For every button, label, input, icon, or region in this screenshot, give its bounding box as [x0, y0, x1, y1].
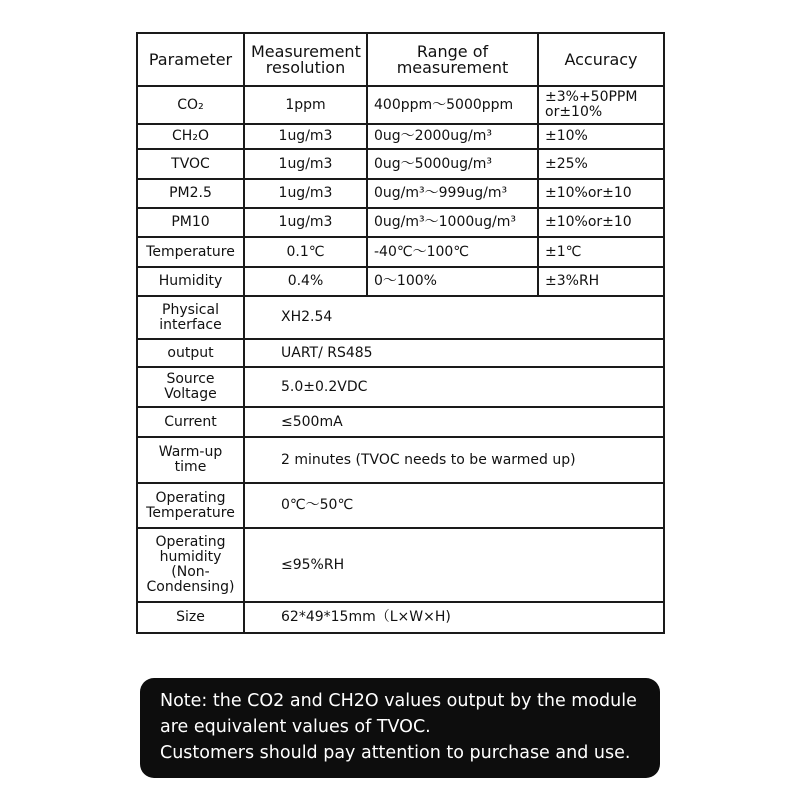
table-row: [137, 367, 664, 407]
parameter-cell-text: Current: [164, 413, 217, 430]
resolution-cell-text: 0.1℃: [286, 243, 325, 260]
accuracy-cell: [538, 179, 664, 208]
resolution-cell: [244, 124, 367, 149]
parameter-cell: [137, 86, 244, 124]
header-accuracy-text: Accuracy: [564, 49, 638, 69]
range-cell-text: 0ug/m³～999ug/m³: [374, 185, 508, 201]
parameter-cell-text: output: [167, 344, 214, 361]
value-cell: [244, 367, 664, 407]
table-row: [137, 267, 664, 296]
range-cell: [367, 86, 538, 124]
table-row: [137, 237, 664, 267]
header-resolution-text: Measurement resolution: [251, 41, 361, 77]
table-row: [137, 602, 664, 633]
table-row: [137, 528, 664, 602]
table-header-row: [137, 33, 664, 86]
value-cell-text: XH2.54: [281, 309, 333, 325]
spec-table: [136, 32, 665, 634]
resolution-cell: [244, 237, 367, 267]
parameter-cell: [137, 367, 244, 407]
note-box: [140, 678, 660, 778]
table-row: [137, 437, 664, 483]
value-cell-text: ≤95%RH: [281, 556, 345, 573]
accuracy-cell: [538, 149, 664, 179]
range-cell-text: 0ug/m³～1000ug/m³: [374, 214, 516, 230]
note-line: Note: the CO2 and CH2O values output by the module: [160, 691, 637, 711]
parameter-cell: [137, 179, 244, 208]
range-cell: [367, 267, 538, 296]
value-cell-text: 5.0±0.2VDC: [281, 378, 368, 395]
parameter-cell: [137, 407, 244, 437]
accuracy-cell-text: ±1℃: [545, 243, 582, 260]
accuracy-cell: [538, 267, 664, 296]
table-row: [137, 296, 664, 339]
header-accuracy: [538, 33, 664, 86]
header-resolution: [244, 33, 367, 86]
table-row: [137, 339, 664, 367]
parameter-cell: [137, 483, 244, 528]
value-cell: [244, 602, 664, 633]
accuracy-cell-text: ±10%or±10: [545, 185, 632, 201]
parameter-cell: [137, 124, 244, 149]
parameter-cell: [137, 208, 244, 237]
header-range-text: Range of measurement: [396, 41, 509, 77]
resolution-cell-text: 1ug/m3: [278, 128, 333, 144]
value-cell-text: ≤500mA: [281, 413, 343, 430]
value-cell: [244, 296, 664, 339]
range-cell: [367, 179, 538, 208]
resolution-cell: [244, 179, 367, 208]
range-cell-text: 0～100%: [374, 273, 437, 289]
header-parameter-text: Parameter: [148, 49, 233, 69]
range-cell: [367, 149, 538, 179]
table-row: [137, 208, 664, 237]
resolution-cell: [244, 149, 367, 179]
parameter-cell-text: PM10: [171, 214, 210, 230]
parameter-cell: [137, 149, 244, 179]
parameter-cell: [137, 602, 244, 633]
parameter-cell-text: PM2.5: [169, 185, 212, 201]
parameter-cell-text: CH₂O: [172, 128, 209, 144]
accuracy-cell-text: ±10%or±10: [545, 214, 632, 230]
accuracy-cell-text: ±3%+50PPM or±10%: [545, 89, 638, 120]
value-cell-text: 62*49*15mm（L×W×H): [281, 609, 451, 625]
parameter-cell: [137, 267, 244, 296]
parameter-cell: [137, 237, 244, 267]
range-cell-text: 0ug～5000ug/m³: [374, 155, 493, 172]
value-cell-text: 0℃～50℃: [281, 497, 354, 513]
accuracy-cell-text: ±3%RH: [545, 273, 600, 289]
range-cell-text: 400ppm～5000ppm: [374, 96, 514, 113]
value-cell-text: UART/ RS485: [281, 344, 373, 361]
accuracy-cell: [538, 208, 664, 237]
note-line: are equivalent values of TVOC.: [160, 717, 431, 737]
accuracy-cell: [538, 237, 664, 267]
resolution-cell-text: 0.4%: [287, 273, 324, 289]
range-cell: [367, 237, 538, 267]
parameter-cell-text: TVOC: [171, 155, 210, 172]
parameter-cell-text: Humidity: [158, 273, 223, 289]
parameter-cell-text: Size: [176, 609, 205, 625]
parameter-cell-text: CO₂: [177, 96, 204, 113]
table-row: [137, 179, 664, 208]
parameter-cell-text: Warm-up time: [158, 444, 223, 475]
parameter-cell: [137, 437, 244, 483]
header-parameter: [137, 33, 244, 86]
header-range: [367, 33, 538, 86]
parameter-cell-text: Operating humidity (Non- Condensing): [146, 534, 235, 595]
accuracy-cell: [538, 86, 664, 124]
value-cell: [244, 437, 664, 483]
range-cell: [367, 208, 538, 237]
accuracy-cell: [538, 124, 664, 149]
range-cell-text: 0ug～2000ug/m³: [374, 128, 493, 144]
parameter-cell-text: Physical interface: [159, 301, 222, 333]
parameter-cell: [137, 528, 244, 602]
value-cell: [244, 528, 664, 602]
value-cell-text: 2 minutes (TVOC needs to be warmed up): [281, 451, 576, 468]
table-row: [137, 483, 664, 528]
resolution-cell: [244, 267, 367, 296]
resolution-cell-text: 1ug/m3: [278, 185, 333, 201]
parameter-cell-text: Temperature: [146, 243, 235, 260]
value-cell: [244, 339, 664, 367]
table-row: [137, 149, 664, 179]
accuracy-cell-text: ±25%: [545, 155, 588, 172]
resolution-cell-text: 1ppm: [285, 96, 326, 113]
parameter-cell: [137, 296, 244, 339]
resolution-cell-text: 1ug/m3: [278, 155, 333, 172]
accuracy-cell-text: ±10%: [545, 128, 588, 144]
resolution-cell: [244, 86, 367, 124]
table-row: [137, 124, 664, 149]
resolution-cell-text: 1ug/m3: [278, 214, 333, 230]
value-cell: [244, 483, 664, 528]
range-cell: [367, 124, 538, 149]
note-line: Customers should pay attention to purchase and use.: [160, 743, 631, 763]
spec-table-body: [137, 33, 664, 633]
parameter-cell: [137, 339, 244, 367]
resolution-cell: [244, 208, 367, 237]
table-row: [137, 86, 664, 124]
parameter-cell-text: Source Voltage: [164, 371, 217, 402]
table-row: [137, 407, 664, 437]
value-cell: [244, 407, 664, 437]
range-cell-text: -40℃～100℃: [374, 243, 470, 260]
parameter-cell-text: Operating Temperature: [146, 489, 235, 521]
